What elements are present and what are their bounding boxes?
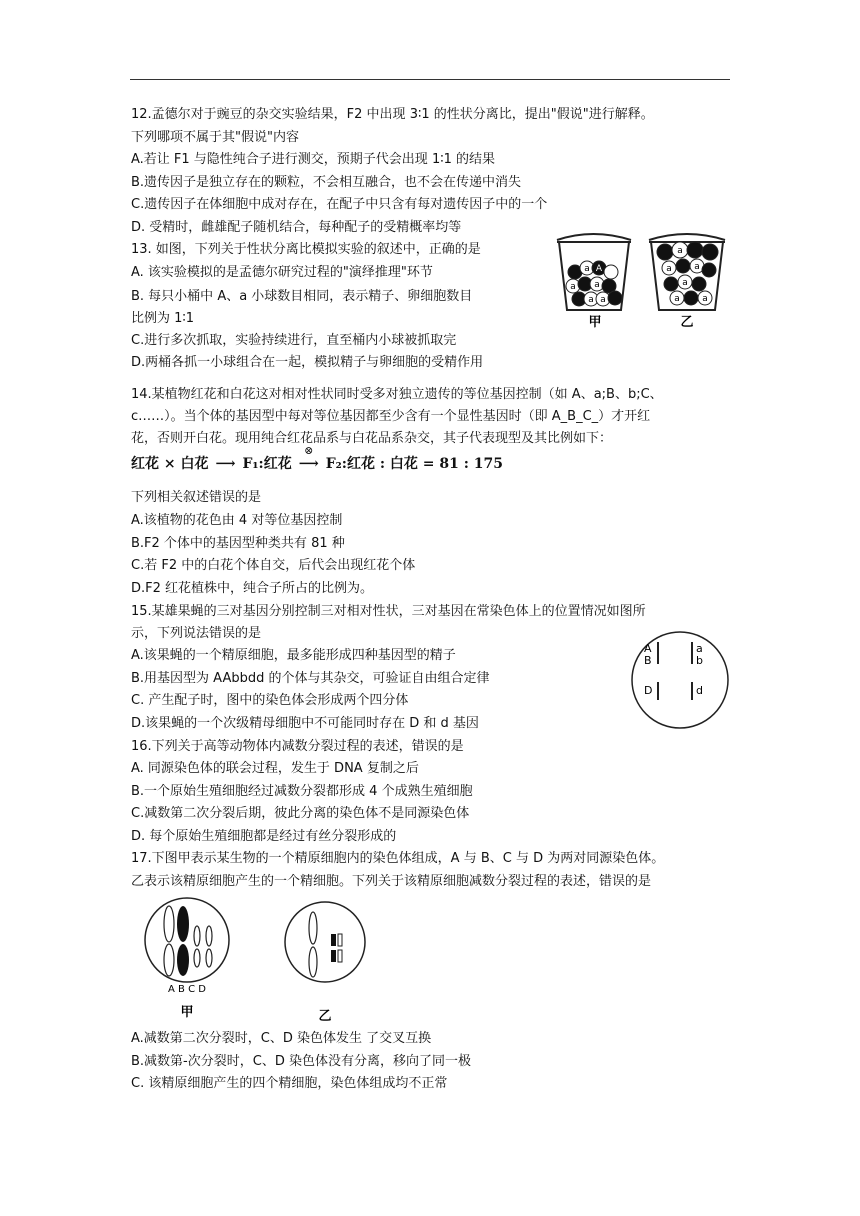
q17-stem-line1: 17.下图甲表示某生物的一个精原细胞内的染色体组成，A 与 B、C 与 D 为两对同源染色体。: [131, 851, 665, 866]
q14-stem-line3: 花，否则开白花。现用纯合红花品系与白花品系杂交，其子代表现型及其比例如下：: [131, 431, 613, 446]
q15-stem-line1: 15.某雄果蝇的三对基因分别控制三对相对性状，三对基因在常染色体上的位置情况如图所: [131, 604, 646, 619]
ball-label-a: a: [666, 264, 672, 274]
eq-f1: F₁:红花: [242, 456, 292, 472]
gene-chromosome-figure: [628, 628, 732, 732]
ball-label-a: a: [694, 262, 700, 272]
gene-label-D: D: [644, 684, 653, 697]
buckets-figure: [553, 228, 733, 333]
q16-option-c: C.减数第二次分裂后期，彼此分离的染色体不是同源染色体: [131, 806, 470, 821]
q12-option-c: C.遗传因子在体细胞中成对存在，在配子中只含有每对遗传因子中的一个: [131, 197, 548, 212]
q14-option-a: A.该植物的花色由 4 对等位基因控制: [131, 513, 343, 528]
q14-option-c: C.若 F2 中的白花个体自交，后代会出现红花个体: [131, 558, 416, 573]
q17-option-b: B.减数第-次分裂时，C、D 染色体没有分离，移向了同一极: [131, 1054, 471, 1069]
q17-option-a: A.减数第二次分裂时，C、D 染色体发生 了交叉互换: [131, 1031, 432, 1046]
selfing-arrow-icon: ⊗ ⟶: [292, 456, 326, 472]
cell-chromosome-figure: [131, 894, 391, 1024]
q12-option-a: A.若让 F1 与隐性纯合子进行测交，预期子代会出现 1∶1 的结果: [131, 152, 496, 167]
q14-option-b: B.F2 个体中的基因型种类共有 81 种: [131, 536, 345, 551]
q16-option-d: D. 每个原始生殖细胞都是经过有丝分裂形成的: [131, 829, 397, 844]
q13-option-d: D.两桶各抓一小球组合在一起，模拟精子与卵细胞的受精作用: [131, 355, 484, 370]
gene-label-d: d: [696, 684, 703, 697]
q14-stem-line1: 14.某植物红花和白花这对相对性状同时受多对独立遗传的等位基因控制（如 A、a;B、b;C、: [131, 387, 663, 402]
gene-label-A: A: [644, 642, 652, 655]
ball-label-a: a: [594, 280, 600, 290]
q13-option-a: A. 该实验模拟的是孟德尔研究过程的"演绎推理"环节: [131, 265, 433, 280]
q13-option-b-line1: B. 每只小桶中 A、a 小球数目相同，表示精子、卵细胞数目: [131, 289, 473, 304]
q15-option-b: B.用基因型为 AAbbdd 的个体与其杂交，可验证自由组合定律: [131, 671, 490, 686]
header-rule: [130, 79, 730, 80]
eq-f2: F₂:红花 : 白花 = 81 : 175: [325, 456, 503, 472]
q12-stem-line1: 12.孟德尔对于豌豆的杂交实验结果，F2 中出现 3∶1 的性状分离比，提出"假说"进行解释。: [131, 107, 654, 122]
cross-equation: [131, 444, 503, 473]
ball-label-a: a: [584, 264, 590, 274]
q16-option-b: B.一个原始生殖细胞经过减数分裂都形成 4 个成熟生殖细胞: [131, 784, 473, 799]
figure-label-yi: 乙: [318, 1009, 332, 1024]
gene-label-B: B: [644, 654, 652, 667]
q14-option-d: D.F2 红花植株中，纯合子所占的比例为。: [131, 581, 374, 596]
figure-label-jia: 甲: [588, 315, 602, 330]
q15-stem-line2: 示，下列说法错误的是: [131, 626, 262, 641]
q14-stem-line2: c……）。当个体的基因型中每对等位基因都至少含有一个显性基因时（即 A_B_C_）才开红: [131, 409, 651, 424]
q16-option-a: A. 同源染色体的联会过程，发生于 DNA 复制之后: [131, 761, 419, 776]
chromosome-labels: A B C D: [168, 984, 206, 995]
q13-option-b-line2: 比例为 1∶1: [131, 311, 195, 326]
figure-label-jia: 甲: [180, 1005, 194, 1020]
q17-option-c: C. 该精原细胞产生的四个精细胞，染色体组成均不正常: [131, 1076, 448, 1091]
gene-label-b: b: [696, 654, 703, 667]
eq-parents: 红花 × 白花: [131, 456, 209, 472]
gene-label-a: a: [696, 642, 703, 655]
ball-label-A: A: [595, 264, 603, 274]
q12-stem-line2: 下列哪项不属于其"假说"内容: [131, 130, 299, 145]
ball-label-a: a: [702, 294, 708, 304]
ball-label-a: a: [682, 278, 688, 288]
arrow-icon: ⟶: [215, 456, 236, 472]
q12-option-b: B.遗传因子是独立存在的颗粒，不会相互融合，也不会在传递中消失: [131, 175, 522, 190]
ball-label-a: a: [674, 294, 680, 304]
selfing-symbol: ⊗: [304, 444, 314, 457]
q15-option-d: D.该果蝇的一个次级精母细胞中不可能同时存在 D 和 d 基因: [131, 716, 479, 731]
q15-option-c: C. 产生配子时，图中的染色体会形成两个四分体: [131, 693, 409, 708]
q17-stem-line2: 乙表示该精原细胞产生的一个精细胞。下列关于该精原细胞减数分裂过程的表述，错误的是: [131, 874, 652, 889]
q13-stem: 13. 如图，下列关于性状分离比模拟实验的叙述中，正确的是: [131, 242, 481, 257]
ball-label-a: a: [588, 295, 594, 305]
ball-label-a: a: [677, 246, 683, 256]
q13-option-c: C.进行多次抓取，实验持续进行，直至桶内小球被抓取完: [131, 333, 457, 348]
q15-option-a: A.该果蝇的一个精原细胞，最多能形成四种基因型的精子: [131, 648, 456, 663]
figure-label-yi: 乙: [680, 315, 694, 330]
q12-option-d: D. 受精时，雌雄配子随机结合，每种配子的受精概率均等: [131, 220, 462, 235]
ball-label-a: a: [600, 295, 606, 305]
q16-stem: 16.下列关于高等动物体内减数分裂过程的表述，错误的是: [131, 739, 464, 754]
ball-label-a: a: [570, 282, 576, 292]
q14-lead: 下列相关叙述错误的是: [131, 490, 262, 505]
